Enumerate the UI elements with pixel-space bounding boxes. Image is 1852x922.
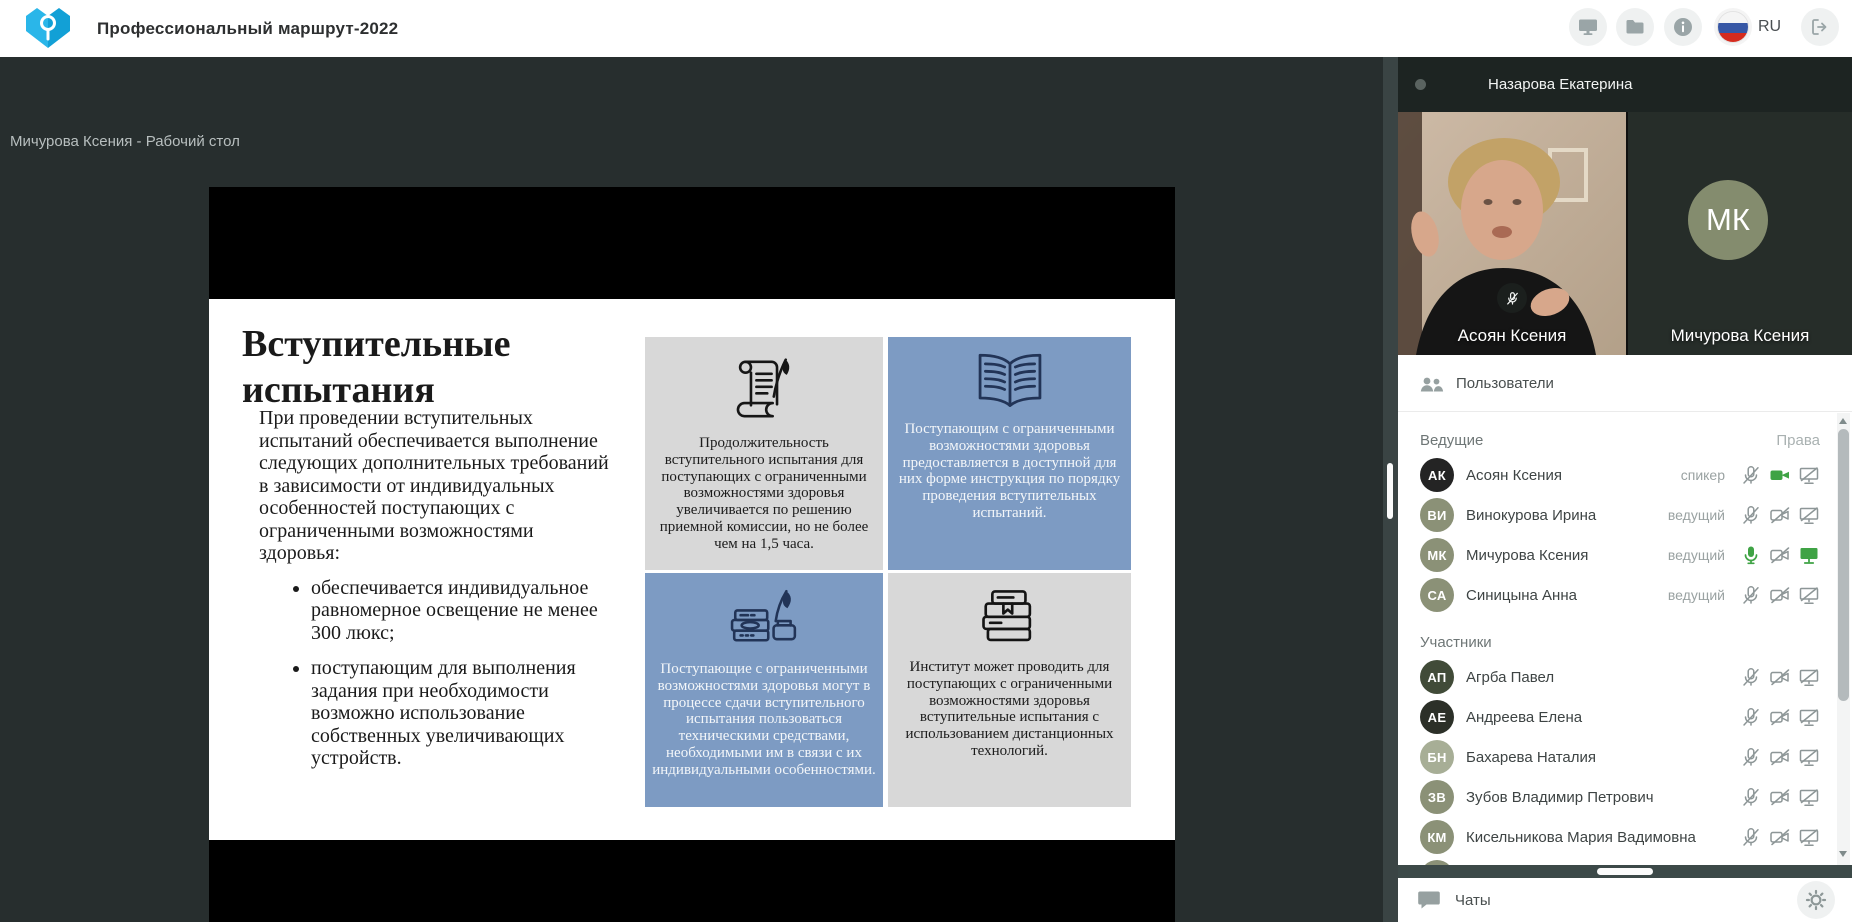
scrollbar-thumb[interactable] [1838,429,1849,701]
quadrant-instruction [888,337,1131,570]
user-rights [1668,544,1820,566]
user-name: Зубов Владимир Петрович [1466,788,1654,806]
folder-icon [1625,19,1645,35]
avatar: КМ [1420,820,1454,854]
speaker-name: Назарова Екатерина [1488,76,1633,93]
user-rights [1668,504,1820,526]
exit-door-icon [1810,17,1830,37]
user-role: ведущий [1667,587,1725,603]
webcam-frame [1398,112,1626,355]
gear-icon [1805,889,1827,911]
people-icon [1418,375,1444,395]
user-row[interactable] [1420,495,1820,535]
avatar: ЗВ [1420,780,1454,814]
scroll-up-arrow[interactable] [1839,418,1847,424]
users-panel-header[interactable] [1398,355,1852,412]
user-rights [1740,666,1820,688]
avatar: МК [1420,538,1454,572]
user-name: Синицына Анна [1466,586,1577,604]
screen-status-icon[interactable] [1798,544,1820,566]
camera-status-icon[interactable] [1769,504,1791,526]
chat-settings-button[interactable] [1797,881,1835,919]
users-panel-title: Пользователи [1456,375,1554,392]
page-title: Профессиональный маршрут-2022 [97,18,399,38]
avatar: АК [1420,458,1454,492]
divider-drag-handle[interactable] [1387,463,1393,519]
avatar: АП [1420,660,1454,694]
slide-intro: При проведении вступительных испытаний обеспечивается выполнение следующих дополнительных требований в зависимости от индивидуальных особенностей поступающих с ограниченными возможностями здоровья: [259,407,609,564]
sidebar-speaker-header [1398,57,1852,112]
screen-share-button[interactable] [1569,8,1607,46]
user-name: Мичурова Ксения [1466,546,1589,564]
slide-title: Вступительные испытания [242,323,511,411]
camera-status-icon[interactable] [1769,544,1791,566]
mic-status-icon[interactable] [1740,786,1762,808]
screen-share-area [0,57,1398,922]
video-tiles [1398,112,1852,355]
video-tile-avatar[interactable] [1628,112,1852,355]
quadrant-text: Институт может проводить для поступающих с ограниченными возможностями здоровья вступительные испытания с использованием дистанционных технологий. [905,659,1114,759]
language-label: RU [1758,18,1782,35]
camera-status-icon[interactable] [1769,584,1791,606]
book-stack-icon [971,587,1049,651]
mic-off-icon [1505,291,1520,306]
rights-column-label: Права [1776,431,1820,449]
user-rights [1740,826,1820,848]
camera-status-icon[interactable] [1769,826,1791,848]
quadrant-text: Поступающие с ограниченными возможностями здоровья могут в процессе сдачи вступительного испытания пользоваться техническими средствами, необходимыми им в связи с их индивидуальными особенностями. [652,661,876,778]
user-name: Винокурова Ирина [1466,506,1597,524]
mic-status-icon[interactable] [1740,826,1762,848]
shared-desktop [209,187,1175,922]
flag-ru-icon [1717,11,1749,43]
chats-bar[interactable] [1398,878,1852,922]
user-row[interactable] [1420,777,1820,817]
top-bar [0,0,1852,57]
mic-status-icon[interactable] [1740,666,1762,688]
camera-status-icon[interactable] [1769,746,1791,768]
slide-bullet: • поступающим для выполнения задания при необходимости возможно использование собственных увеличивающих устройств. [311,657,611,770]
user-row[interactable] [1420,535,1820,575]
info-button[interactable] [1664,8,1702,46]
user-name: Асоян Ксения [1466,466,1562,484]
screen-status-icon[interactable] [1798,584,1820,606]
user-name: Бахарева Наталия [1466,748,1596,766]
quadrant-duration [645,337,883,570]
user-row[interactable] [1420,737,1820,777]
chats-title: Чаты [1455,891,1491,909]
scroll-down-arrow[interactable] [1839,851,1847,857]
sidebar-resize-divider[interactable] [1383,57,1398,922]
avatar: МК [1688,180,1768,260]
quadrant-technical-means [645,573,883,807]
app-logo-icon [22,4,74,53]
participants-list [1420,657,1820,857]
screen-status-icon[interactable] [1798,746,1820,768]
screen-status-icon[interactable] [1798,464,1820,486]
camera-status-icon[interactable] [1769,786,1791,808]
screen-status-icon[interactable] [1798,666,1820,688]
status-dot [1415,79,1426,90]
user-row[interactable] [1420,697,1820,737]
video-tile-camera[interactable] [1398,112,1626,355]
exit-button[interactable] [1801,8,1839,46]
quadrant-text: Поступающим с ограниченными возможностями здоровья предоставляется в доступной для них форме инструкция по порядку проведения вступительных испытаний. [898,421,1121,521]
resize-drag-handle[interactable] [1597,868,1653,875]
share-source-label: Мичурова Ксения - Рабочий стол [10,133,240,150]
user-rights [1740,786,1820,808]
scrollbar[interactable] [1837,413,1850,865]
camera-status-icon[interactable] [1769,666,1791,688]
screen-status-icon[interactable] [1798,826,1820,848]
language-button[interactable] [1714,8,1752,46]
screen-status-icon[interactable] [1798,786,1820,808]
user-rights [1740,706,1820,728]
user-name: Андреева Елена [1466,708,1583,726]
panel-resize-bar[interactable] [1398,865,1852,878]
users-list [1398,413,1834,865]
user-rights [1740,746,1820,768]
user-row[interactable] [1420,575,1820,615]
participants-section-label: Участники [1420,633,1492,651]
mic-muted-badge [1497,283,1527,313]
presentation-slide [209,299,1175,840]
slide-bullet-list [311,577,611,770]
hosts-section-label: Ведущие [1420,431,1484,449]
hosts-list [1420,455,1820,615]
scroll-quill-icon [724,351,804,427]
user-name: Кисельникова Мария Вадимовна [1466,828,1696,846]
user-role: ведущий [1667,547,1725,563]
open-book-icon [971,351,1049,413]
screen-status-icon[interactable] [1798,706,1820,728]
user-row[interactable] [1420,817,1820,857]
mic-status-icon[interactable] [1740,544,1762,566]
quadrant-remote-technologies [888,573,1131,807]
user-name: Агрба Павел [1466,668,1555,686]
camera-status-icon[interactable] [1769,464,1791,486]
slide-bullet: • обеспечивается индивидуальное равномерное освещение не менее 300 люкс; [311,577,611,645]
slide-quadrant-grid [645,337,1131,807]
chat-bubble-icon [1418,891,1440,910]
avatar: БН [1420,740,1454,774]
books-inkwell-icon [724,587,804,653]
user-row[interactable] [1420,657,1820,697]
mic-status-icon[interactable] [1740,706,1762,728]
mic-status-icon[interactable] [1740,504,1762,526]
avatar: АЕ [1420,700,1454,734]
camera-status-icon[interactable] [1769,706,1791,728]
video-participant-name: Асоян Ксения [1457,326,1567,345]
user-rights [1668,584,1820,606]
user-row[interactable] [1420,455,1820,495]
user-rights [1681,464,1820,486]
files-button[interactable] [1616,8,1654,46]
slide-body [259,407,611,783]
mic-status-icon[interactable] [1740,584,1762,606]
mic-status-icon[interactable] [1740,746,1762,768]
quadrant-text: Продолжительность вступительного испытания для поступающих с ограниченными возможностями здоровья увеличивается по решению приемной комиссии, но не более чем на 1,5 часа. [659,435,869,552]
user-role: спикер [1680,467,1725,483]
screen-status-icon[interactable] [1798,504,1820,526]
avatar: СА [1420,578,1454,612]
mic-status-icon[interactable] [1740,464,1762,486]
video-participant-name: Мичурова Ксения [1670,326,1810,345]
monitor-icon [1578,18,1598,36]
user-role: ведущий [1667,507,1725,523]
users-panel [1398,355,1852,865]
info-icon [1673,17,1693,37]
avatar: ВИ [1420,498,1454,532]
